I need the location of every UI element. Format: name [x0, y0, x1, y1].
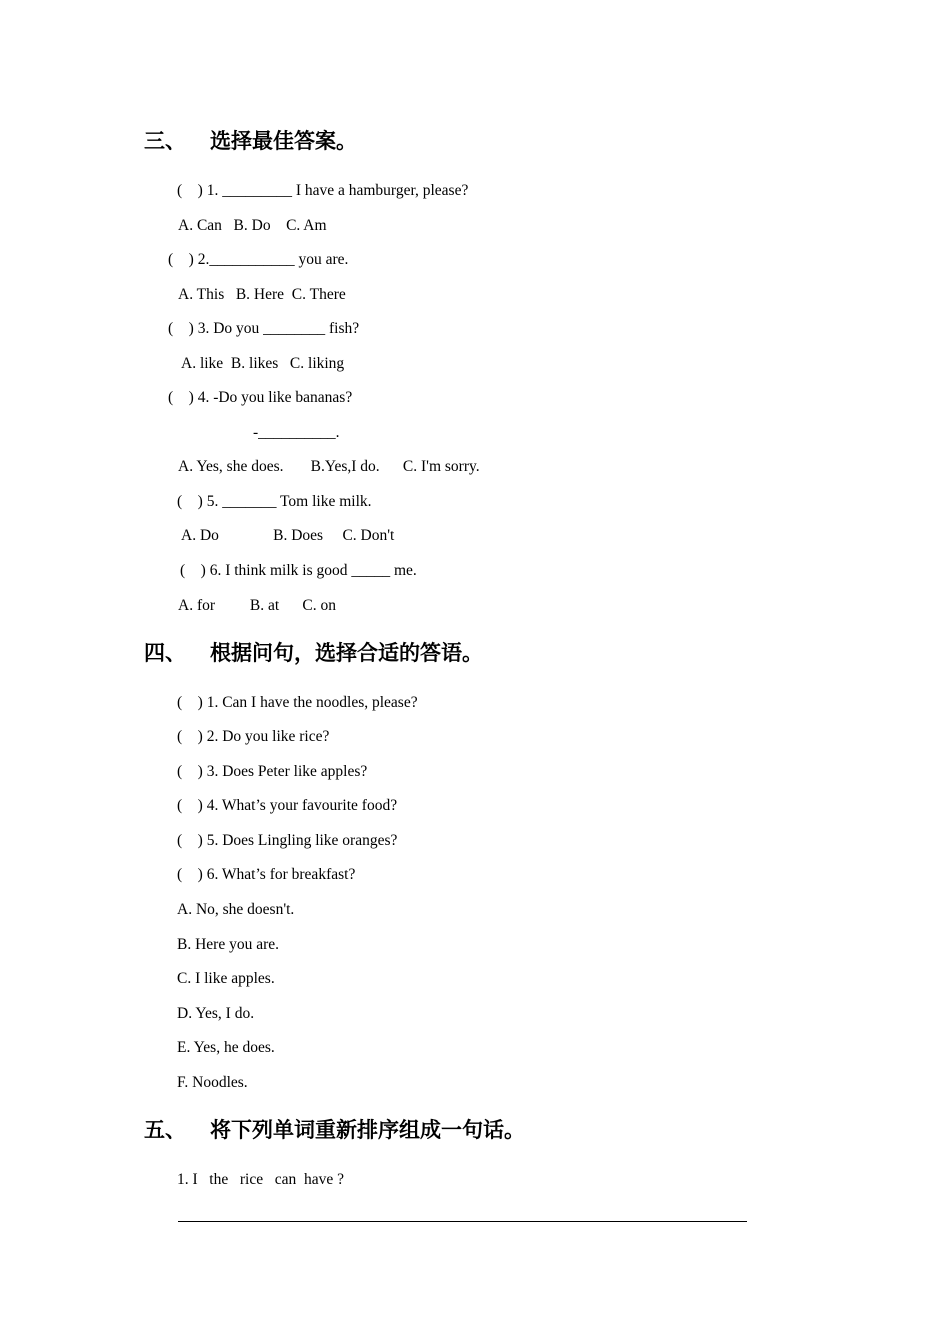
- section-5-title: 将下列单词重新排序组成一句话。: [210, 1118, 525, 1142]
- section-4-number: 四、: [144, 641, 186, 665]
- s4-answer-f: F. Noodles.: [177, 1074, 248, 1091]
- s3-q5-options: A. Do B. Does C. Don't: [181, 527, 395, 544]
- s4-question-3: ( ) 3. Does Peter like apples?: [177, 763, 368, 780]
- s4-question-6: ( ) 6. What’s for breakfast?: [177, 866, 356, 883]
- s4-question-2: ( ) 2. Do you like rice?: [177, 728, 330, 745]
- s3-q6: ( ) 6. I think milk is good _____ me.: [180, 562, 417, 579]
- s3-q1-options: A. Can B. Do C. Am: [178, 217, 327, 234]
- s3-q1: ( ) 1. _________ I have a hamburger, please?: [177, 182, 469, 199]
- section-4-title: 根据问句，选择合适的答语。: [210, 641, 483, 665]
- s4-question-5: ( ) 5. Does Lingling like oranges?: [177, 832, 398, 849]
- s3-q2-options: A. This B. Here C. There: [178, 286, 346, 303]
- s3-q3: ( ) 3. Do you ________ fish?: [168, 320, 360, 337]
- section-5-heading: [144, 1120, 525, 1141]
- section-4-heading: [144, 643, 483, 664]
- s3-q2: ( ) 2.___________ you are.: [168, 251, 349, 268]
- s4-answer-a: A. No, she doesn't.: [177, 901, 295, 918]
- s3-q3-options: A. like B. likes C. liking: [181, 355, 345, 372]
- s3-q4-reply: -__________.: [253, 424, 340, 441]
- s3-q5: ( ) 5. _______ Tom like milk.: [177, 493, 372, 510]
- s3-q4-options: A. Yes, she does. B.Yes,I do. C. I'm sorry.: [178, 458, 480, 475]
- section-3-heading: [144, 131, 357, 152]
- section-3-title: 选择最佳答案。: [210, 129, 357, 153]
- s4-question-1: ( ) 1. Can I have the noodles, please?: [177, 694, 418, 711]
- s4-answer-e: E. Yes, he does.: [177, 1039, 275, 1056]
- s5-answer-line: [178, 1221, 747, 1222]
- s4-question-4: ( ) 4. What’s your favourite food?: [177, 797, 398, 814]
- s4-answer-d: D. Yes, I do.: [177, 1005, 255, 1022]
- s4-answer-b: B. Here you are.: [177, 936, 279, 953]
- s4-answer-c: C. I like apples.: [177, 970, 275, 987]
- section-5-number: 五、: [144, 1118, 186, 1142]
- s3-q4: ( ) 4. -Do you like bananas?: [168, 389, 353, 406]
- s3-q6-options: A. for B. at C. on: [178, 597, 337, 614]
- s5-item-1: 1. I the rice can have ?: [177, 1171, 344, 1188]
- section-3-number: 三、: [144, 129, 186, 153]
